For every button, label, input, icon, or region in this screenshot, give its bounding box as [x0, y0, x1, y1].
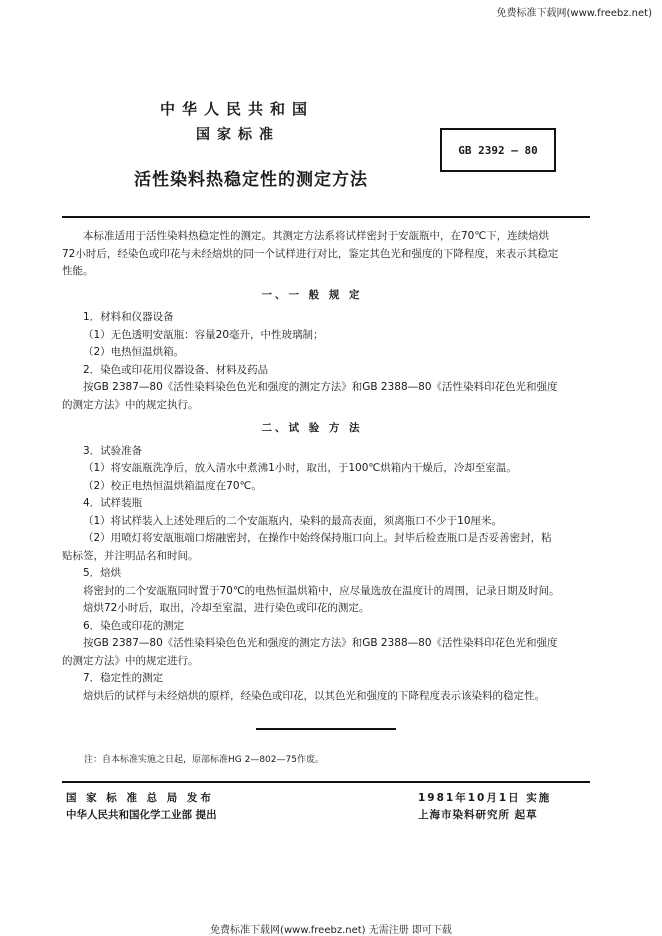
clause-3-item-1: （1）将安瓿瓶洗净后，放入清水中煮沸1小时，取出，于100℃烘箱内干燥后，冷却至室温。 [83, 462, 517, 474]
proposer: 中华人民共和国化学工业部 提出 [66, 809, 217, 821]
clause-5-title: 5．焙烘 [83, 567, 122, 579]
standard-code-box [440, 128, 556, 172]
header-divider [62, 216, 590, 218]
standard-type-heading: 国家标准 [196, 127, 280, 143]
document-body [62, 228, 562, 705]
effective-date: 1981年10月1日 实施 [418, 792, 552, 804]
clause-2-title: 2．染色或印花用仪器设备、材料及药品 [83, 363, 269, 376]
clause-7-title: 7．稳定性的测定 [83, 672, 164, 684]
standard-code: GB 2392 — 80 [458, 143, 538, 157]
clause-4-item-2: （2）用喷灯将安瓿瓶端口熔融密封，在操作中始终保持瓶口向上。封毕后检查瓶口是否妥善密封，粘贴标签，并注明品名和时间。 [62, 532, 552, 562]
watermark-top: 免费标准下载网(www.freebz.net) [496, 8, 652, 19]
clause-7-text: 焙烘后的试样与未经焙烘的原样，经染色或印花，以其色光和强度的下降程度表示该染料的稳定性。 [83, 689, 545, 702]
clause-5-text-1: 将密封的二个安瓿瓶同时置于70℃的电热恒温烘箱中，应尽量选放在温度计的周围，记录日期及时间。 [83, 584, 560, 597]
clause-1-item-1: （1）无色透明安瓿瓶：容量20毫升，中性玻璃制； [83, 328, 324, 341]
footer-divider [62, 781, 590, 783]
issuer: 国 家 标 准 总 局 发布 [66, 792, 214, 804]
section-heading-general: 一、一 般 规 定 [261, 288, 363, 301]
clause-3-title: 3．试验准备 [83, 444, 143, 457]
clause-1-item-2: （2）电热恒温烘箱。 [83, 346, 185, 358]
clause-6-text: 按GB 2387—80《活性染料染色色光和强度的测定方法》和GB 2388—80《活性染料印花色光和强度的测定方法》中的规定进行。 [62, 637, 558, 667]
clause-1-title: 1．材料和仪器设备 [83, 311, 174, 323]
clause-3-item-2: （2）校正电热恒温烘箱温度在70℃。 [83, 479, 262, 492]
intro-paragraph: 本标准适用于活性染料热稳定性的测定。其测定方法系将试样密封于安瓿瓶中，在70℃下，连续焙烘72小时后，经染色或印花与未经焙烘的同一个试样进行对比，鉴定其色光和强度的下降程度，来表示其稳定性能。 [62, 230, 559, 277]
clause-2-text: 按GB 2387—80《活性染料染色色光和强度的测定方法》和GB 2388—80《活性染料印花色光和强度的测定方法》中的规定执行。 [62, 381, 558, 411]
footnote: 注：自本标准实施之日起，原部标准HG 2—802—75作废。 [84, 755, 324, 765]
clause-6-title: 6．染色或印花的测定 [83, 619, 185, 632]
document-title: 活性染料热稳定性的测定方法 [134, 170, 368, 190]
clause-4-title: 4．试样装瓶 [83, 497, 143, 509]
country-heading: 中华人民共和国 [160, 100, 315, 118]
drafter: 上海市染料研究所 起草 [418, 809, 538, 821]
watermark-bottom: 免费标准下载网(www.freebz.net) 无需注册 即可下载 [210, 925, 452, 936]
end-divider [256, 728, 396, 730]
clause-4-item-1: （1）将试样装入上述处理后的二个安瓿瓶内，染料的最高表面，须离瓶口不少于10厘米。 [83, 514, 503, 527]
section-heading-method: 二、试 验 方 法 [261, 422, 363, 434]
clause-5-text-2: 焙烘72小时后，取出，冷却至室温，进行染色或印花的测定。 [83, 602, 370, 614]
